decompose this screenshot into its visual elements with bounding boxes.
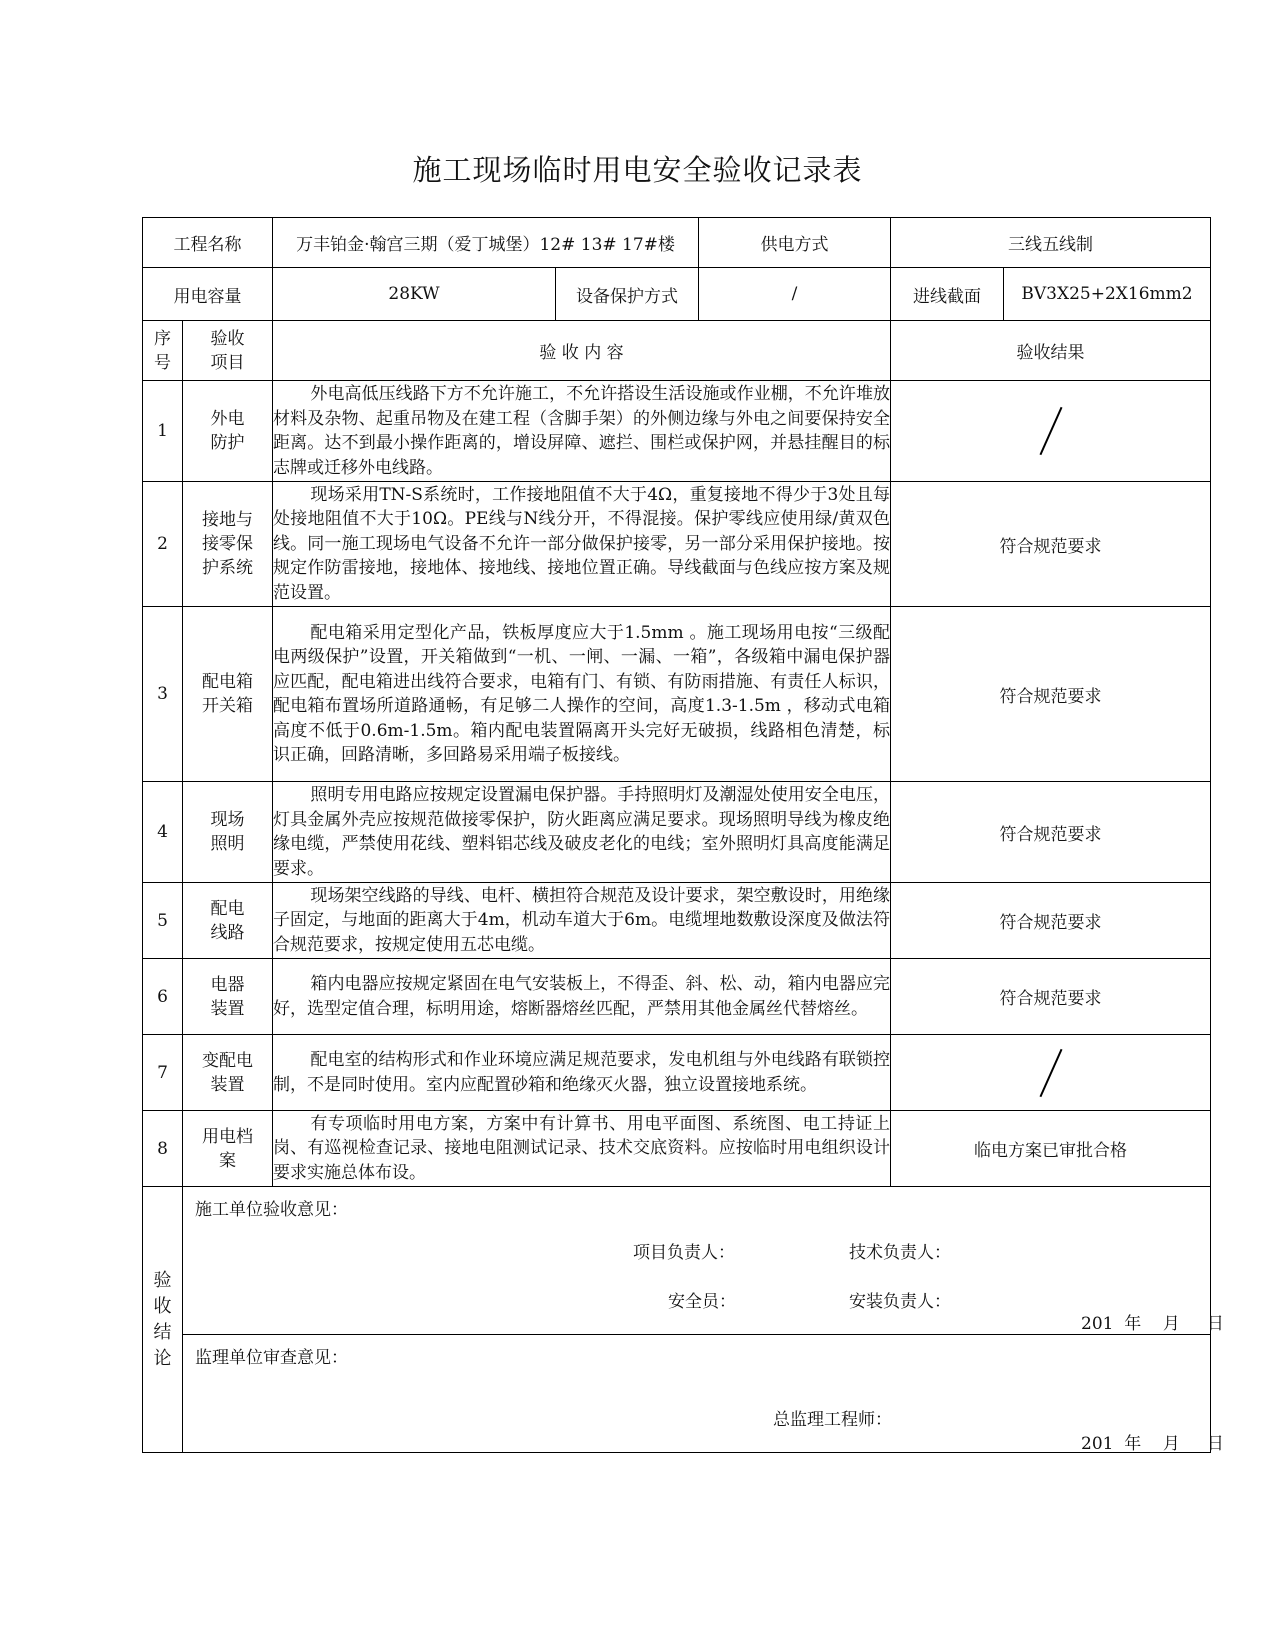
table-row	[143, 1035, 1211, 1111]
row-result: 符合规范要求	[891, 782, 1211, 883]
project-leader-label: 项目负责人：	[633, 1243, 735, 1263]
row-content: 外电高低压线路下方不允许施工，不允许搭设生活设施或作业棚，不允许堆放材料及杂物、起重吊物及在建工程（含脚手架）的外侧边缘与外电之间要保持安全距离。达不到最小操作距离的，增设屏障、遮拦、围栏或保护网，并悬挂醒目的标志牌或迁移外电线路。	[273, 381, 891, 482]
row-item-line: 接零保	[202, 534, 253, 554]
conclusion-char: 收	[153, 1295, 172, 1317]
row-result	[891, 381, 1211, 482]
date-year: 201	[1081, 1314, 1114, 1334]
row-item	[183, 381, 273, 482]
conclusion-label	[143, 1187, 183, 1453]
project-name-value: 万丰铂金·翰宫三期（爱丁城堡）12# 13# 17#楼	[273, 218, 699, 268]
date-line	[1081, 1309, 1224, 1334]
row-item-line: 接地与	[202, 510, 253, 530]
row-item-line: 现场	[210, 810, 245, 830]
row-item	[183, 482, 273, 607]
supervision-opinion	[183, 1335, 1224, 1454]
project-name-label: 工程名称	[143, 218, 273, 268]
row-item-line: 案	[219, 1150, 236, 1171]
row-number: 6	[143, 959, 183, 1035]
acceptance-form-table	[142, 217, 1224, 1454]
item-header-line2: 项目	[210, 352, 245, 373]
result-header: 验收结果	[891, 321, 1211, 381]
row-item-line: 电器	[210, 974, 245, 995]
row-result: 临电方案已审批合格	[891, 1111, 1211, 1187]
row-item	[183, 883, 273, 959]
row-item-line: 护系统	[202, 558, 253, 578]
row-item-line: 防护	[210, 433, 245, 453]
date-day-unit: 日	[1206, 1314, 1224, 1334]
date-year-unit: 年	[1124, 1314, 1142, 1334]
table-row	[143, 607, 1211, 782]
row-item-line: 装置	[210, 1074, 245, 1095]
slash-mark	[1039, 1048, 1062, 1096]
seq-header	[143, 321, 183, 381]
row-content: 配电室的结构形式和作业环境应满足规范要求，发电机组与外电线路有联锁控制，不是同时使用。室内应配置砂箱和绝缘灭火器，独立设置接地系统。	[273, 1035, 891, 1111]
row-result	[891, 1035, 1211, 1111]
row-number: 2	[143, 482, 183, 607]
document-title: 施工现场临时用电安全验收记录表	[412, 153, 863, 187]
safety-officer-label: 安全员：	[668, 1292, 736, 1312]
row-number: 3	[143, 607, 183, 782]
header-row-project	[143, 218, 1211, 268]
row-content: 现场采用TN-S系统时，工作接地阻值不大于4Ω，重复接地不得少于3处且每处接地阻值不大于10Ω。PE线与N线分开，不得混接。保护零线应使用绿/黄双色线。同一施工现场电气设备不允许一部分做保护接零，另一部分采用保护接地。按规定作防雷接地，接地体、接地线、接地位置正确。导线截面与色线应按方案及规范设置。	[273, 482, 891, 607]
row-item-line: 照明	[210, 834, 245, 854]
table-row	[143, 782, 1211, 883]
table-row	[143, 959, 1211, 1035]
table-row	[143, 482, 1211, 607]
conclusion-char: 验	[153, 1269, 172, 1291]
row-item-line: 外电	[210, 409, 245, 429]
row-result: 符合规范要求	[891, 959, 1211, 1035]
table-row	[143, 1111, 1211, 1187]
date-line	[1081, 1429, 1224, 1454]
date-month-unit: 月	[1162, 1434, 1180, 1454]
tech-leader-label: 技术负责人：	[849, 1243, 951, 1263]
row-result: 符合规范要求	[891, 482, 1211, 607]
supervision-opinion-label: 监理单位审查意见：	[195, 1348, 348, 1368]
row-content: 照明专用电路应按规定设置漏电保护器。手持照明灯及潮湿处使用安全电压，灯具金属外壳应按规范做接零保护，防火距离应满足要求。现场照明导线为橡皮绝缘电缆，严禁使用花线、塑料铝芯线及破皮老化的电线；室外照明灯具高度能满足要求。	[273, 782, 891, 883]
row-item	[183, 782, 273, 883]
slash-mark	[1039, 407, 1062, 455]
seq-header-line1: 序	[154, 328, 171, 349]
protection-value: /	[699, 268, 891, 321]
row-item-line: 配电箱	[202, 672, 253, 692]
cable-value: BV3X25+2X16mm2	[1004, 268, 1211, 321]
row-item	[183, 607, 273, 782]
row-item-line: 配电	[210, 898, 245, 919]
row-item-line: 变配电	[202, 1050, 253, 1071]
row-item	[183, 1111, 273, 1187]
row-item-line: 开关箱	[202, 696, 253, 716]
date-day-unit: 日	[1206, 1434, 1224, 1454]
date-year-unit: 年	[1124, 1434, 1142, 1454]
row-result: 符合规范要求	[891, 607, 1211, 782]
row-content: 现场架空线路的导线、电杆、横担符合规范及设计要求，架空敷设时，用绝缘子固定，与地面的距离大于4m，机动车道大于6m。电缆埋地数敷设深度及做法符合规范要求，按规定使用五芯电缆。	[273, 883, 891, 959]
conclusion-char: 论	[153, 1347, 172, 1369]
capacity-value: 28KW	[273, 268, 556, 321]
row-number: 5	[143, 883, 183, 959]
row-content: 配电箱采用定型化产品，铁板厚度应大于1.5mm 。施工现场用电按“三级配电两级保护”设置，开关箱做到“一机、一闸、一漏、一箱”，各级箱中漏电保护器应匹配，配电箱进出线符合要求，电箱有门、有锁、有防雨措施、有责任人标识，配电箱布置场所道路通畅，有足够二人操作的空间，高度1.3-1.5m ，移动式电箱高度不低于0.6m-1.5m。箱内配电装置隔离开头完好无破损，线路相色清楚，标识正确，回路清晰，多回路易采用端子板接线。	[273, 607, 891, 782]
table-row	[143, 381, 1211, 482]
supply-label: 供电方式	[699, 218, 891, 268]
construction-opinion-label: 施工单位验收意见：	[195, 1200, 348, 1220]
header-row-capacity	[143, 268, 1211, 321]
table-row	[143, 883, 1211, 959]
content-header: 验 收 内 容	[273, 321, 891, 381]
construction-opinion	[183, 1187, 1224, 1335]
item-header-line1: 验收	[210, 328, 245, 349]
row-item-line: 线路	[210, 922, 245, 943]
construction-opinion-row	[143, 1187, 1211, 1335]
row-item	[183, 959, 273, 1035]
row-content: 箱内电器应按规定紧固在电气安装板上，不得歪、斜、松、动，箱内电器应完好，选型定值合理，标明用途，熔断器熔丝匹配，严禁用其他金属丝代替熔丝。	[273, 959, 891, 1035]
item-header	[183, 321, 273, 381]
row-result: 符合规范要求	[891, 883, 1211, 959]
row-number: 1	[143, 381, 183, 482]
row-number: 8	[143, 1111, 183, 1187]
row-number: 7	[143, 1035, 183, 1111]
row-item-line: 装置	[210, 998, 245, 1019]
supervision-opinion-row	[143, 1335, 1211, 1453]
column-header-row	[143, 321, 1211, 381]
cable-label: 进线截面	[891, 268, 1004, 321]
row-item	[183, 1035, 273, 1111]
row-content: 有专项临时用电方案，方案中有计算书、用电平面图、系统图、电工持证上岗、有巡视检查记录、接地电阻测试记录、技术交底资料。应按临时用电组织设计要求实施总体布设。	[273, 1111, 891, 1187]
date-year: 201	[1081, 1434, 1114, 1454]
capacity-label: 用电容量	[143, 268, 273, 321]
date-month-unit: 月	[1162, 1314, 1180, 1334]
supply-value: 三线五线制	[891, 218, 1211, 268]
seq-header-line2: 号	[154, 352, 171, 373]
protection-label: 设备保护方式	[556, 268, 699, 321]
conclusion-char: 结	[153, 1321, 172, 1343]
row-number: 4	[143, 782, 183, 883]
row-item-line: 用电档	[202, 1126, 253, 1147]
install-leader-label: 安装负责人：	[849, 1292, 951, 1312]
chief-engineer-label: 总监理工程师：	[773, 1410, 892, 1430]
